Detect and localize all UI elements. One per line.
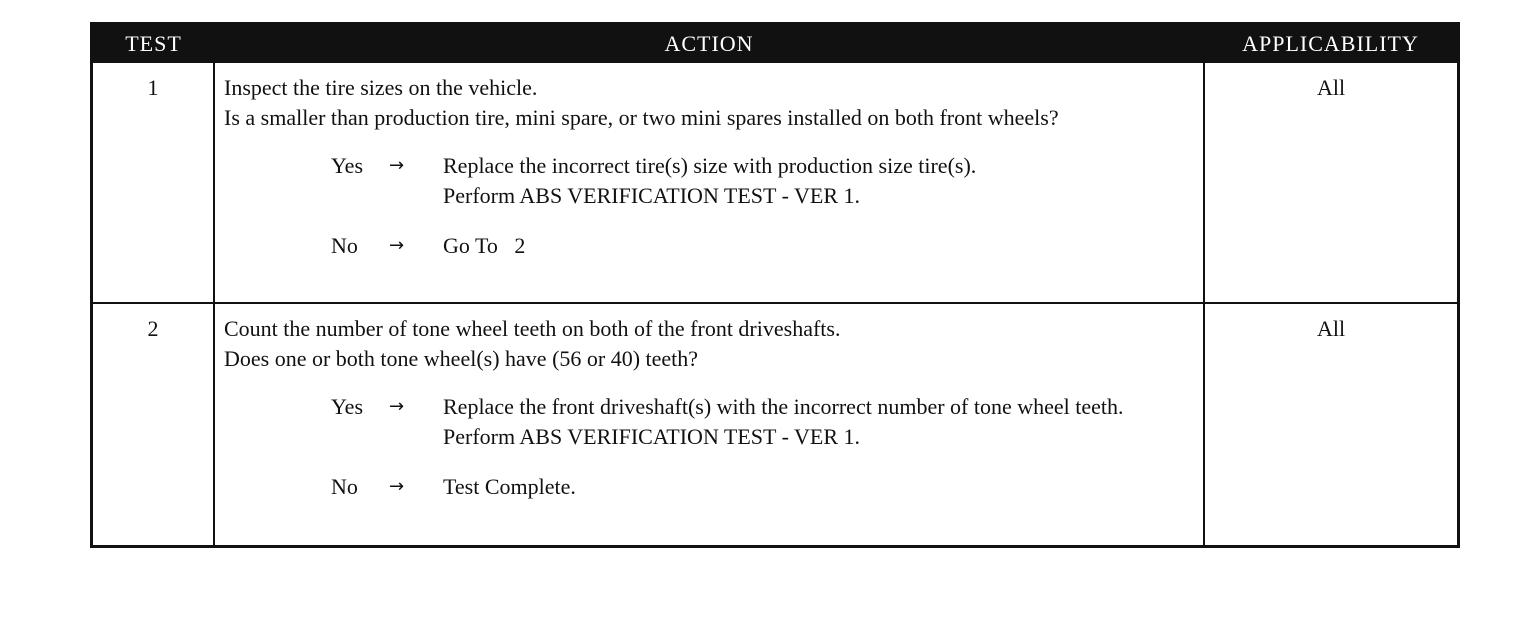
table-header (93, 25, 1457, 63)
question-line: Count the number of tone wheel teeth on both of the front driveshafts. (224, 316, 841, 341)
answer-body (443, 151, 1197, 211)
table-row (93, 303, 1457, 545)
answers (224, 392, 1197, 502)
diagnostic-test-table (90, 22, 1460, 548)
answer-line: Perform ABS VERIFICATION TEST - VER 1. (443, 183, 861, 208)
table-row (93, 63, 1457, 303)
applicability: All (1204, 303, 1457, 545)
answer-body (443, 231, 1197, 261)
answer-label: Yes (331, 153, 364, 178)
answer-body (443, 472, 1197, 502)
header-row (93, 25, 1457, 63)
answer-yes (331, 151, 1197, 211)
answer-line: Perform ABS VERIFICATION TEST - VER 1. (443, 424, 861, 449)
right-arrow-icon: → (389, 476, 405, 497)
question-line: Does one or both tone wheel(s) have (56 or 40) teeth? (224, 346, 699, 371)
answer-label: Yes (331, 394, 364, 419)
answer-no (331, 472, 1197, 502)
answer-label: No (331, 233, 358, 258)
right-arrow-icon: → (389, 235, 405, 256)
answer-line: Replace the incorrect tire(s) size with production size tire(s). (443, 153, 977, 178)
answer-no (331, 231, 1197, 261)
answer-label: No (331, 474, 358, 499)
question-line: Is a smaller than production tire, mini spare, or two mini spares installed on both front wheels? (224, 105, 1059, 130)
answer-line: Go To 2 (443, 233, 526, 258)
test-number: 2 (93, 303, 214, 545)
action-cell (214, 63, 1204, 303)
header-action: ACTION (214, 25, 1204, 63)
answer-yes (331, 392, 1197, 452)
answer-body (443, 392, 1197, 452)
header-applicability: APPLICABILITY (1204, 25, 1457, 63)
applicability: All (1204, 63, 1457, 303)
action-cell (214, 303, 1204, 545)
answer-line: Replace the front driveshaft(s) with the incorrect number of tone wheel teeth. (443, 394, 1124, 419)
header-test: TEST (93, 25, 214, 63)
diagnostic-table (93, 25, 1457, 545)
right-arrow-icon: → (389, 396, 405, 417)
test-number: 1 (93, 63, 214, 303)
answers (224, 151, 1197, 261)
right-arrow-icon: → (389, 155, 405, 176)
answer-line: Test Complete. (443, 474, 576, 499)
question-line: Inspect the tire sizes on the vehicle. (224, 75, 538, 100)
